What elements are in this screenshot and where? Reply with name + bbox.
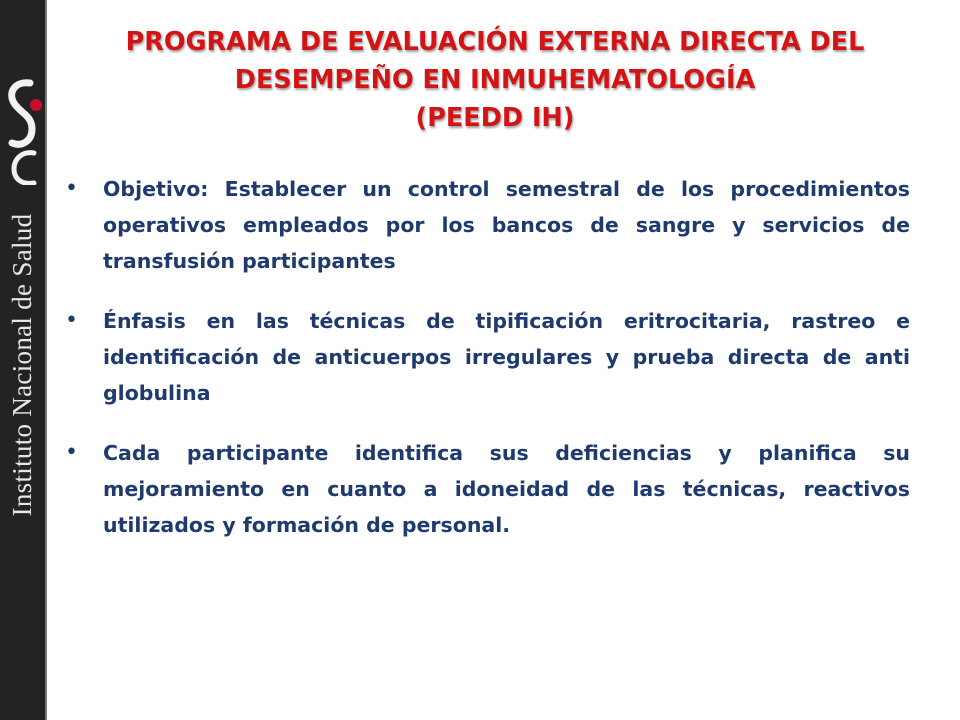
logo-s-mark [12,83,32,144]
ins-logo-icon [0,75,45,185]
title-line-2: DESEMPEÑO EN INMUHEMATOLOGÍA [234,65,756,95]
bullet-dot-icon: • [65,440,78,465]
bullet-text: Objetivo: Establecer un control semestral de los procedimientos operativos empleados por los bancos de sangre y servicios de transfusión participantes [103,177,910,273]
bullet-item-objetivo [60,171,910,279]
institution-name: Instituto Nacional de Salud [7,213,37,517]
title-line-1: PROGRAMA DE EVALUACIÓN EXTERNA DIRECTA DEL [125,27,865,57]
logo-red-dot [30,99,42,111]
bullet-dot-icon: • [65,176,78,201]
title-line-3: (PEEDD IH) [415,103,575,133]
logo-c-mark [14,153,34,184]
sidebar-divider [45,0,47,720]
bullet-dot-icon: • [65,308,78,333]
slide-title [60,23,930,137]
bullet-text: Cada participante identifica sus deficiencias y planifica su mejoramiento en cuanto a idoneidad de las técnicas, reactivos utilizados y formación de personal. [103,441,910,537]
bullet-list [60,171,910,567]
bullet-item-enfasis [60,303,910,411]
bullet-item-participante [60,435,910,543]
bullet-text: Énfasis en las técnicas de tipificación eritrocitaria, rastreo e identificación de anticuerpos irregulares y prueba directa de anti globulina [103,309,910,405]
